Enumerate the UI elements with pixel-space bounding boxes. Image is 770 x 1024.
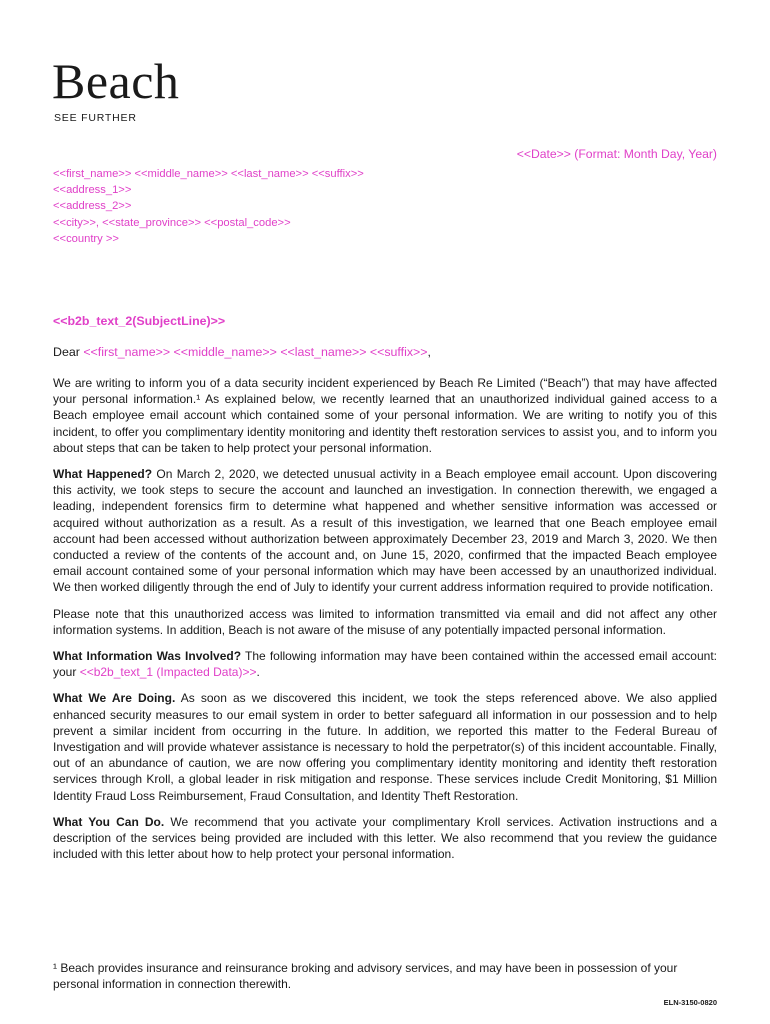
impacted-data-placeholder: <<b2b_text_1 (Impacted Data)>> xyxy=(79,665,257,680)
what-happened-paragraph xyxy=(53,466,717,596)
what-info-text: The following information may have been contained within the accessed email account: your xyxy=(53,649,717,680)
what-happened-text: On March 2, 2020, we detected unusual activity in a Beach employee email account. Upon discovering this activity, we took steps to secure the account and launched an investigation. In connection therewith, we engaged a leading, independent forensics firm to determine what happened and whether sensitive information was accessed or acquired without authorization as a result. As a result of this investigation, we learned that one Beach employee email account had been accessed without authorization between approximately December 23, 2019 and March 3, 2020. We then conducted a review of the contents of the account and, on June 15, 2020, confirmed that the impacted Beach employee email account contained some of your personal information which may have been accessed by an unauthorized individual. We then worked diligently through the end of July to identify your current address information required to provide notification. xyxy=(53,467,718,595)
company-logo xyxy=(52,53,180,124)
what-happened-heading: What Happened? xyxy=(53,467,153,482)
what-info-paragraph xyxy=(53,648,717,680)
address-line-name: <<first_name>> <<middle_name>> <<last_name>> <<suffix>> xyxy=(53,168,364,180)
logo-tagline: SEE FURTHER xyxy=(54,112,137,124)
address-line-city: <<city>>, <<state_province>> <<postal_code>> xyxy=(53,216,291,229)
what-you-heading: What You Can Do. xyxy=(53,814,165,829)
address-line-1: <<address_1>> xyxy=(53,184,132,197)
intro-paragraph: We are writing to inform you of a data security incident experienced by Beach Re Limited (“Beach”) that may have affected your personal information.¹ As explained below, we recently learned that an unauthorized individual gained access to a Beach employee email account which contained some of your personal information. We are writing to notify you of this incident, to offer you complimentary identity monitoring and identity theft restoration services to assist you, and to inform you about steps that can be taken to help protect your personal information. xyxy=(53,376,717,455)
what-you-text: We recommend that you activate your complimentary Kroll services. Activation instructions and a description of the services being provided are included with this letter. We also recommend that you review the guidance included with this letter about how to help protect your personal information. xyxy=(53,814,717,862)
address-line-country: <<country >> xyxy=(53,232,119,245)
salutation xyxy=(53,345,431,359)
what-you-paragraph xyxy=(53,814,717,863)
logo-wordmark: Beach xyxy=(52,53,180,109)
salutation-suffix: , xyxy=(427,345,431,359)
recipient-address xyxy=(53,166,364,247)
salutation-prefix: Dear xyxy=(53,345,84,359)
what-info-end: . xyxy=(256,665,260,680)
what-doing-text: As soon as we discovered this incident, we took the steps referenced above. We also applied enhanced security measures to our email system in order to better safeguard all information in our possession and to help prevent a similar incident from occurring in the future. In addition, we reported this matter to the Federal Bureau of Investigation and will provide whatever assistance is necessary to hold the perpetrator(s) of this incident accountable. Finally, out of an abundance of caution, we are now offering you complimentary identity monitoring and identity theft restoration services through Kroll, a global leader in risk mitigation and response. These services include Credit Monitoring, $1 Million Identity Fraud Loss Reimbursement, Fraud Consultation, and Identity Theft Restoration. xyxy=(53,691,718,803)
what-info-heading: What Information Was Involved? xyxy=(53,649,242,664)
what-doing-paragraph xyxy=(53,690,717,803)
please-note-paragraph: Please note that this unauthorized access was limited to information transmitted via email and did not affect any other information systems. In addition, Beach is not aware of the misuse of any potentially impacted personal information. xyxy=(53,606,717,637)
salutation-name: <<first_name>> <<middle_name>> <<last_name>> <<suffix>> xyxy=(83,345,428,359)
document-code: ELN-3150-0820 xyxy=(663,998,717,1007)
letter-body xyxy=(53,375,717,872)
what-doing-heading: What We Are Doing. xyxy=(53,691,176,706)
address-line-2: <<address_2>> xyxy=(53,200,132,213)
subject-line: <<b2b_text_2(SubjectLine)>> xyxy=(53,314,226,328)
date-placeholder: <<Date>> (Format: Month Day, Year) xyxy=(516,147,717,161)
footnote: ¹ Beach provides insurance and reinsurance broking and advisory services, and may have been in possession of your personal information in connection therewith. xyxy=(53,961,678,992)
